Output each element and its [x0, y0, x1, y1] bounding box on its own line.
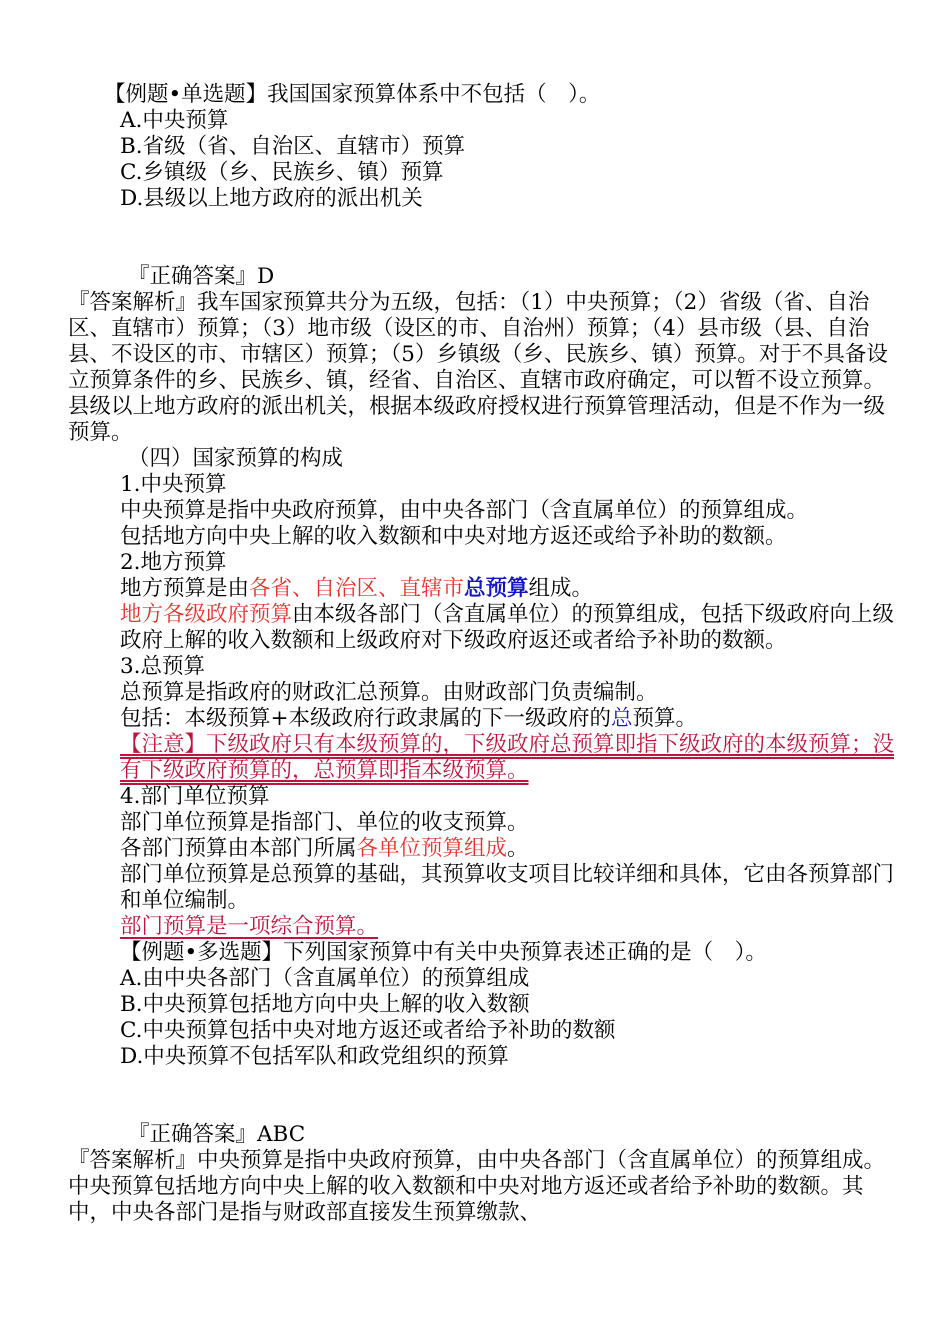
local-title: 2.地方预算 [120, 550, 227, 575]
total-p2-text-b: 预算。 [632, 706, 698, 731]
dept-p2-text-a: 各部门预算由本部门所属 [120, 836, 357, 861]
q1-analysis: 『答案解析』我车国家预算共分为五级，包括：（1）中央预算；（2）省级（省、自治区、直辖市）预算；（3）地市级（设区的市、自治州）预算；（4）县市级（县、自治县、不设区的市、市辖区）预算；（5）乡镇级（乡、民族乡、镇）预算。对于不具备设立预算条件的乡、民族乡、镇，经省、自治区、直辖市政府确定，可以暂不设立预算。县级以上地方政府的派出机关，根据本级政府授权进行预算管理活动，但是不作为一级预算。 [68, 290, 888, 445]
q1-answer: 『正确答案』D [128, 264, 275, 289]
q1-option-c: C.乡镇级（乡、民族乡、镇）预算 [120, 160, 444, 185]
q1-stem: 【例题•单选题】我国国家预算体系中不包括（ ）。 [104, 82, 601, 107]
q2-option-c: C.中央预算包括中央对地方返还或者给予补助的数额 [120, 1018, 616, 1043]
dept-p2-highlight-red: 各单位预算组成 [356, 836, 508, 861]
q2-option-d: D.中央预算不包括军队和政党组织的预算 [120, 1044, 509, 1069]
dept-p2 [68, 836, 898, 862]
dept-p4-text: 部门预算是一项综合预算。 [120, 914, 379, 939]
q2-answer: 『正确答案』ABC [128, 1122, 306, 1147]
total-p1: 总预算是指政府的财政汇总预算。由财政部门负责编制。 [120, 680, 658, 705]
central-title: 1.中央预算 [120, 472, 227, 497]
dept-p4 [68, 914, 898, 940]
central-p2: 包括地方向中央上解的收入数额和中央对地方返还或给予补助的数额。 [120, 524, 787, 549]
q2-option-a: A.由中央各部门（含直属单位）的预算组成 [120, 966, 530, 991]
dept-title: 4.部门单位预算 [120, 784, 270, 809]
local-p1 [68, 576, 898, 602]
total-p2-highlight-blue: 总 [611, 706, 633, 731]
total-note [68, 732, 898, 784]
q2-option-b: B.中央预算包括地方向中央上解的收入数额 [120, 992, 530, 1017]
section-heading: （四）国家预算的构成 [128, 446, 344, 471]
central-p1: 中央预算是指中央政府预算，由中央各部门（含直属单位）的预算组成。 [120, 498, 809, 523]
spacer [68, 212, 898, 264]
q2-stem: 【例题•多选题】下列国家预算中有关中央预算表述正确的是（ ）。 [120, 940, 767, 965]
total-p2 [68, 706, 898, 732]
q1-option-b: B.省级（省、自治区、直辖市）预算 [120, 134, 466, 159]
local-p2-highlight-red: 地方各级政府预算 [120, 602, 293, 627]
total-title: 3.总预算 [120, 654, 206, 679]
total-note-text: 【注意】下级政府只有本级预算的，下级政府总预算即指下级政府的本级预算；没有下级政府预算的，总预算即指本级预算。 [120, 732, 895, 783]
local-p2-text: 由本级各部门（含直属单位）的预算组成，包括下级政府向上级政府上解的收入数额和上级政府对下级政府返还或者给予补助的数额。 [120, 602, 895, 653]
document-page [68, 82, 898, 1226]
q1-option-d: D.县级以上地方政府的派出机关 [120, 186, 423, 211]
local-p1-text-a: 地方预算是由 [120, 576, 250, 601]
local-p1-highlight-blue: 总预算 [464, 576, 529, 601]
local-p2 [68, 602, 898, 654]
dept-p3: 部门单位预算是总预算的基础，其预算收支项目比较详细和具体，它由各预算部门和单位编制。 [120, 862, 895, 913]
q1-option-a: A.中央预算 [120, 108, 229, 133]
spacer [68, 1070, 898, 1122]
local-p1-text-b: 组成。 [528, 576, 594, 601]
local-p1-highlight-red: 各省、自治区、直辖市 [249, 576, 465, 601]
dept-p2-text-b: 。 [507, 836, 529, 861]
q2-analysis: 『答案解析』中央预算是指中央政府预算，由中央各部门（含直属单位）的预算组成。中央预算包括地方向中央上解的收入数额和中央对地方返还或者给予补助的数额。其中，中央各部门是指与财政部直接发生预算缴款、 [68, 1148, 886, 1225]
dept-p1: 部门单位预算是指部门、单位的收支预算。 [120, 810, 529, 835]
total-p2-text-a: 包括：本级预算+本级政府行政隶属的下一级政府的 [120, 706, 612, 731]
